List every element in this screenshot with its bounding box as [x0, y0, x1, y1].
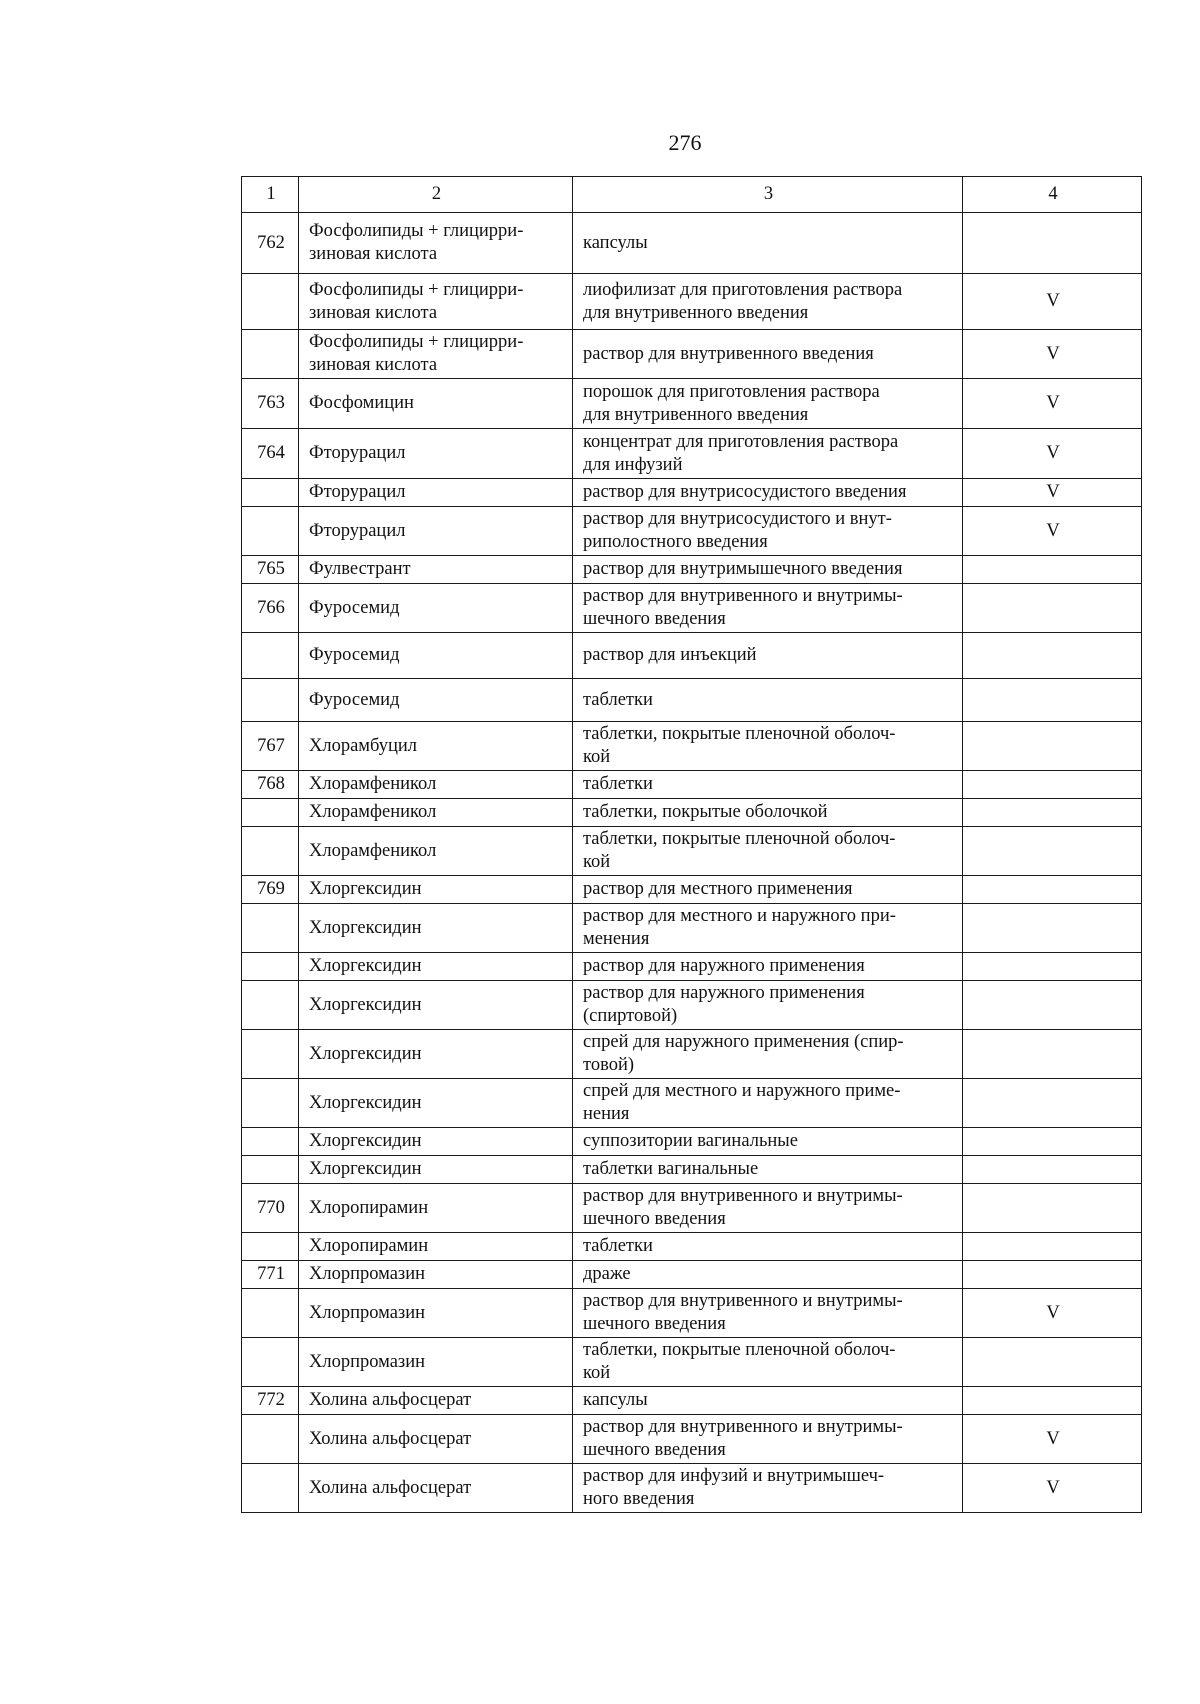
table-row — [242, 479, 1142, 507]
dosage-form-cell: капсулы — [573, 213, 963, 274]
row-number-cell — [242, 827, 299, 876]
row-number-cell: 767 — [242, 722, 299, 771]
dosage-form-cell: раствор для внутривенного и внутримы- шечного введения — [573, 1184, 963, 1233]
mark-cell — [963, 556, 1142, 584]
mark-cell — [963, 1338, 1142, 1387]
mark-cell: V — [963, 1415, 1142, 1464]
drug-name-cell: Хлорамфеникол — [299, 827, 573, 876]
mark-cell — [963, 1387, 1142, 1415]
mark-cell — [963, 904, 1142, 953]
mark-cell: V — [963, 429, 1142, 479]
row-number-cell: 766 — [242, 584, 299, 633]
table-row — [242, 1415, 1142, 1464]
mark-cell — [963, 584, 1142, 633]
drug-name-cell: Фуросемид — [299, 633, 573, 679]
drug-name-cell: Хлоргексидин — [299, 1156, 573, 1184]
mark-cell — [963, 1233, 1142, 1261]
row-number-cell: 765 — [242, 556, 299, 584]
dosage-form-cell: раствор для внутрисосудистого и внут- риполостного введения — [573, 507, 963, 556]
table-row — [242, 953, 1142, 981]
mark-cell: V — [963, 479, 1142, 507]
table-row — [242, 1184, 1142, 1233]
drug-name-cell: Хлорамбуцил — [299, 722, 573, 771]
table-row — [242, 1338, 1142, 1387]
mark-cell — [963, 1030, 1142, 1079]
mark-cell — [963, 1261, 1142, 1289]
drug-name-cell: Холина альфосцерат — [299, 1387, 573, 1415]
drug-name-cell: Хлоргексидин — [299, 953, 573, 981]
dosage-form-cell: таблетки — [573, 771, 963, 799]
table-row — [242, 379, 1142, 429]
dosage-form-cell: раствор для внутривенного и внутримы- шечного введения — [573, 1289, 963, 1338]
dosage-form-cell: раствор для внутривенного введения — [573, 330, 963, 379]
mark-cell: V — [963, 507, 1142, 556]
dosage-form-cell: капсулы — [573, 1387, 963, 1415]
table-row — [242, 771, 1142, 799]
table-row — [242, 584, 1142, 633]
mark-cell — [963, 722, 1142, 771]
dosage-form-cell: раствор для инфузий и внутримышеч- ного введения — [573, 1464, 963, 1513]
table-row — [242, 1156, 1142, 1184]
drug-name-cell: Холина альфосцерат — [299, 1415, 573, 1464]
table-row — [242, 904, 1142, 953]
dosage-form-cell: раствор для наружного применения (спиртовой) — [573, 981, 963, 1030]
row-number-cell — [242, 1128, 299, 1156]
mark-cell — [963, 953, 1142, 981]
drug-name-cell: Хлорпромазин — [299, 1289, 573, 1338]
drug-name-cell: Хлоргексидин — [299, 1030, 573, 1079]
drug-name-cell: Фторурацил — [299, 479, 573, 507]
dosage-form-cell: раствор для местного применения — [573, 876, 963, 904]
drug-name-cell: Фулвестрант — [299, 556, 573, 584]
table-row — [242, 1030, 1142, 1079]
table-row — [242, 1233, 1142, 1261]
table-row — [242, 1128, 1142, 1156]
mark-cell: V — [963, 330, 1142, 379]
dosage-form-cell: раствор для внутрисосудистого введения — [573, 479, 963, 507]
dosage-form-cell: драже — [573, 1261, 963, 1289]
mark-cell — [963, 876, 1142, 904]
row-number-cell — [242, 1464, 299, 1513]
table-body — [242, 177, 1142, 1513]
mark-cell: V — [963, 379, 1142, 429]
row-number-cell — [242, 330, 299, 379]
drug-name-cell: Хлоргексидин — [299, 1079, 573, 1128]
drug-name-cell: Хлоропирамин — [299, 1233, 573, 1261]
drug-name-cell: Фуросемид — [299, 679, 573, 722]
medication-table — [241, 176, 1142, 1513]
mark-cell — [963, 1156, 1142, 1184]
mark-cell: V — [963, 1464, 1142, 1513]
drug-name-cell: Фосфолипиды + глицирри- зиновая кислота — [299, 274, 573, 330]
table-row — [242, 1464, 1142, 1513]
drug-name-cell: Хлорпромазин — [299, 1261, 573, 1289]
table-row — [242, 507, 1142, 556]
row-number-cell — [242, 904, 299, 953]
row-number-cell — [242, 1415, 299, 1464]
row-number-cell: 772 — [242, 1387, 299, 1415]
dosage-form-cell: лиофилизат для приготовления раствора для внутривенного введения — [573, 274, 963, 330]
table-row — [242, 330, 1142, 379]
column-header-1: 1 — [242, 177, 299, 213]
mark-cell — [963, 981, 1142, 1030]
row-number-cell — [242, 479, 299, 507]
table-row — [242, 679, 1142, 722]
drug-name-cell: Хлоргексидин — [299, 1128, 573, 1156]
row-number-cell — [242, 1030, 299, 1079]
mark-cell — [963, 213, 1142, 274]
row-number-cell — [242, 799, 299, 827]
drug-name-cell: Фосфолипиды + глицирри- зиновая кислота — [299, 330, 573, 379]
row-number-cell — [242, 981, 299, 1030]
table-row — [242, 633, 1142, 679]
drug-name-cell: Хлоргексидин — [299, 876, 573, 904]
dosage-form-cell: таблетки — [573, 679, 963, 722]
page-number: 276 — [668, 130, 702, 155]
drug-name-cell: Хлоропирамин — [299, 1184, 573, 1233]
dosage-form-cell: спрей для местного и наружного приме- нения — [573, 1079, 963, 1128]
table-row — [242, 1387, 1142, 1415]
mark-cell — [963, 827, 1142, 876]
row-number-cell: 769 — [242, 876, 299, 904]
column-header-4: 4 — [963, 177, 1142, 213]
row-number-cell: 764 — [242, 429, 299, 479]
dosage-form-cell: таблетки вагинальные — [573, 1156, 963, 1184]
mark-cell — [963, 1128, 1142, 1156]
table-row — [242, 722, 1142, 771]
table-row — [242, 799, 1142, 827]
dosage-form-cell: суппозитории вагинальные — [573, 1128, 963, 1156]
dosage-form-cell: раствор для наружного применения — [573, 953, 963, 981]
row-number-cell — [242, 1233, 299, 1261]
table-row — [242, 274, 1142, 330]
row-number-cell — [242, 274, 299, 330]
drug-name-cell: Фторурацил — [299, 507, 573, 556]
table-row — [242, 876, 1142, 904]
drug-name-cell: Хлоргексидин — [299, 904, 573, 953]
dosage-form-cell: раствор для местного и наружного при- менения — [573, 904, 963, 953]
row-number-cell — [242, 633, 299, 679]
mark-cell — [963, 1079, 1142, 1128]
drug-name-cell: Фосфомицин — [299, 379, 573, 429]
mark-cell — [963, 1184, 1142, 1233]
drug-name-cell: Холина альфосцерат — [299, 1464, 573, 1513]
row-number-cell — [242, 1156, 299, 1184]
mark-cell — [963, 633, 1142, 679]
table-row — [242, 1079, 1142, 1128]
mark-cell — [963, 799, 1142, 827]
row-number-cell: 768 — [242, 771, 299, 799]
dosage-form-cell: таблетки, покрытые пленочной оболоч- кой — [573, 722, 963, 771]
table-row — [242, 213, 1142, 274]
table-row — [242, 981, 1142, 1030]
drug-name-cell: Хлорамфеникол — [299, 799, 573, 827]
mark-cell — [963, 771, 1142, 799]
dosage-form-cell: таблетки, покрытые пленочной оболоч- кой — [573, 827, 963, 876]
table-row — [242, 556, 1142, 584]
column-header-3: 3 — [573, 177, 963, 213]
drug-name-cell: Хлоргексидин — [299, 981, 573, 1030]
mark-cell: V — [963, 274, 1142, 330]
drug-name-cell: Хлорамфеникол — [299, 771, 573, 799]
row-number-cell — [242, 1289, 299, 1338]
drug-name-cell: Фуросемид — [299, 584, 573, 633]
header-row — [242, 177, 1142, 213]
table-row — [242, 1289, 1142, 1338]
row-number-cell: 771 — [242, 1261, 299, 1289]
row-number-cell — [242, 507, 299, 556]
drug-name-cell: Фторурацил — [299, 429, 573, 479]
dosage-form-cell: раствор для внутривенного и внутримы- шечного введения — [573, 1415, 963, 1464]
row-number-cell — [242, 679, 299, 722]
row-number-cell — [242, 953, 299, 981]
table-row — [242, 827, 1142, 876]
table-row — [242, 1261, 1142, 1289]
drug-name-cell: Фосфолипиды + глицирри- зиновая кислота — [299, 213, 573, 274]
column-header-2: 2 — [299, 177, 573, 213]
dosage-form-cell: таблетки, покрытые оболочкой — [573, 799, 963, 827]
row-number-cell: 762 — [242, 213, 299, 274]
dosage-form-cell: раствор для внутривенного и внутримы- шечного введения — [573, 584, 963, 633]
mark-cell — [963, 679, 1142, 722]
dosage-form-cell: раствор для инъекций — [573, 633, 963, 679]
dosage-form-cell: концентрат для приготовления раствора для инфузий — [573, 429, 963, 479]
row-number-cell — [242, 1079, 299, 1128]
dosage-form-cell: спрей для наружного применения (спир- товой) — [573, 1030, 963, 1079]
dosage-form-cell: таблетки — [573, 1233, 963, 1261]
mark-cell: V — [963, 1289, 1142, 1338]
dosage-form-cell: порошок для приготовления раствора для внутривенного введения — [573, 379, 963, 429]
table-row — [242, 429, 1142, 479]
drug-name-cell: Хлорпромазин — [299, 1338, 573, 1387]
row-number-cell — [242, 1338, 299, 1387]
dosage-form-cell: раствор для внутримышечного введения — [573, 556, 963, 584]
row-number-cell: 770 — [242, 1184, 299, 1233]
row-number-cell: 763 — [242, 379, 299, 429]
dosage-form-cell: таблетки, покрытые пленочной оболоч- кой — [573, 1338, 963, 1387]
